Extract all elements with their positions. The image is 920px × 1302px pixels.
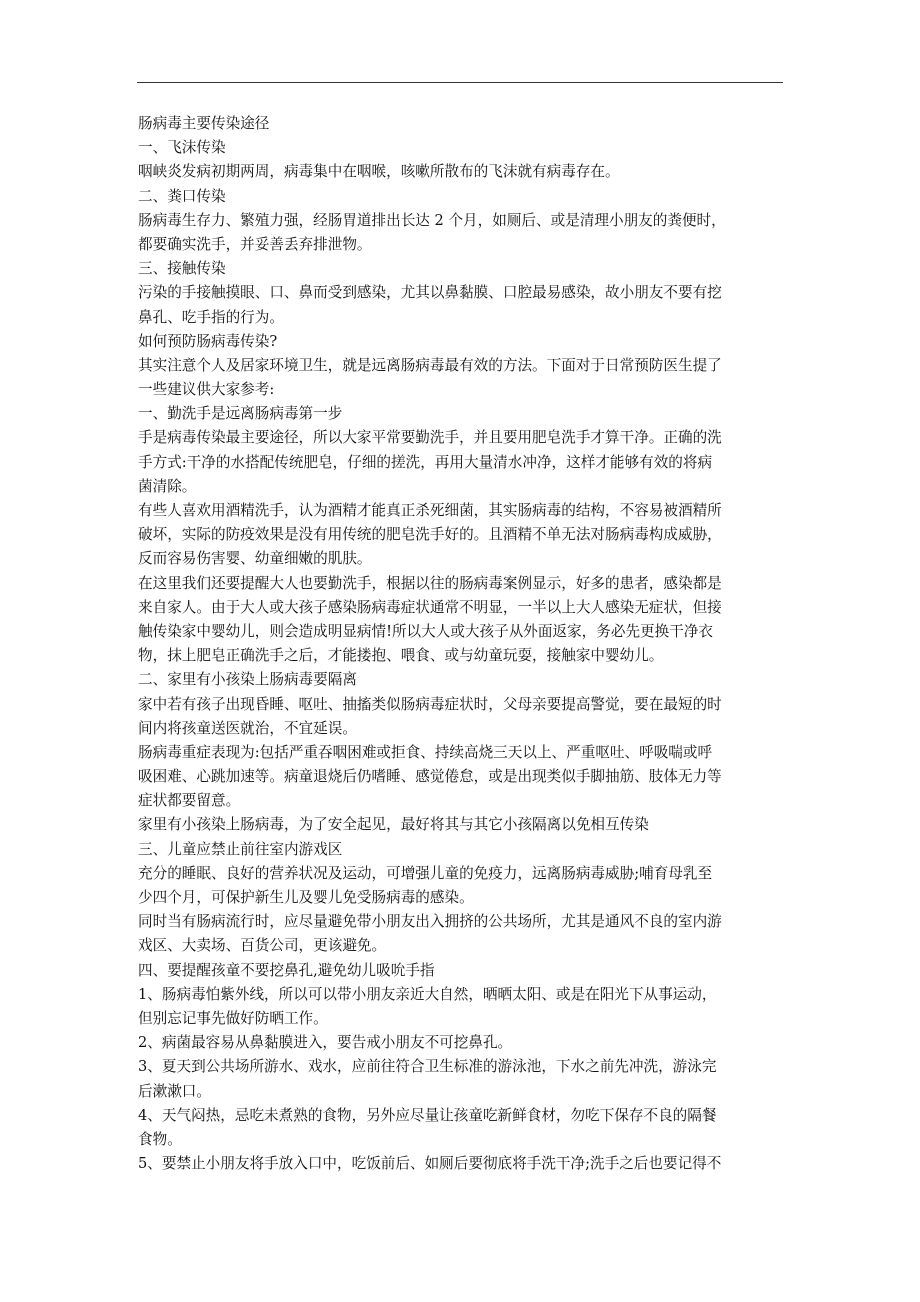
paragraph-line: 破坏，实际的防疫效果是没有用传统的肥皂洗手好的。且酒精不单无法对肠病毒构成威胁，: [138, 526, 722, 544]
paragraph-line: 症状都要留意。: [138, 792, 241, 810]
paragraph-line: 鼻孔、吃手指的行为。: [138, 308, 284, 326]
doc-title: 肠病毒主要传染途径: [138, 115, 270, 132]
section-heading: 二、家里有小孩染上肠病毒要隔离: [138, 671, 357, 689]
list-item-line: 但别忘记事先做好防晒工作。: [138, 1009, 328, 1027]
list-item-line: 4、天气闷热，忌吃未煮熟的食物，另外应尽量让孩童吃新鲜食材，勿吃下保存不良的隔餐: [138, 1106, 717, 1124]
paragraph-line: 间内将孩童送医就治，不宜延误。: [138, 719, 357, 737]
paragraph-line: 手是病毒传染最主要途径，所以大家平常要勤洗手，并且要用肥皂洗手才算干净。正确的洗: [138, 429, 722, 447]
paragraph-line: 来自家人。由于大人或大孩子感染肠病毒症状通常不明显，一半以上大人感染无症状，但接: [138, 598, 722, 616]
section-heading: 一、飞沫传染: [138, 139, 226, 157]
paragraph-line: 都要确实洗手，并妥善丢弃排泄物。: [138, 235, 372, 253]
list-item-line: 后漱漱口。: [138, 1082, 211, 1100]
paragraph-line: 肠病毒重症表现为:包括严重吞咽困难或拒食、持续高烧三天以上、严重呕吐、呼吸喘或呼: [138, 743, 713, 761]
paragraph-line: 家中若有孩子出现昏睡、呕吐、抽搐类似肠病毒症状时，父母亲要提高警觉，要在最短的时: [138, 695, 722, 713]
paragraph-line: 反而容易伤害婴、幼童细嫩的肌肤。: [138, 550, 372, 568]
section-heading: 四、要提醒孩童不要挖鼻孔,避免幼儿吸吮手指: [138, 961, 435, 979]
paragraph-line: 充分的睡眠、良好的营养状况及运动，可增强儿童的免疫力，远离肠病毒威胁;哺育母乳至: [138, 864, 713, 882]
paragraph-line: 物，抹上肥皂正确洗手之后，才能搂抱、喂食、或与幼童玩耍，接触家中婴幼儿。: [138, 647, 664, 665]
list-item-line: 1、肠病毒怕紫外线，所以可以带小朋友亲近大自然，晒晒太阳、或是在阳光下从事运动，: [138, 985, 717, 1003]
list-item-line: 食物。: [138, 1130, 182, 1148]
paragraph-line: 触传染家中婴幼儿，则会造成明显病情!所以大人或大孩子从外面返家，务必先更换干净衣: [138, 622, 714, 640]
header-rule: [137, 82, 783, 83]
paragraph-line: 戏区、大卖场、百货公司，更该避免。: [138, 937, 387, 955]
list-item-line: 3、夏天到公共场所游水、戏水，应前往符合卫生标准的游泳池，下水之前先冲洗，游泳完: [138, 1058, 717, 1076]
paragraph-line: 其实注意个人及居家环境卫生，就是远离肠病毒最有效的方法。下面对于日常预防医生提了: [138, 356, 722, 374]
paragraph-line: 污染的手接触摸眼、口、鼻而受到感染，尤其以鼻黏膜、口腔最易感染，故小朋友不要有挖: [138, 284, 722, 302]
paragraph-line: 有些人喜欢用酒精洗手，认为酒精才能真正杀死细菌，其实肠病毒的结构，不容易被酒精所: [138, 502, 722, 519]
section-heading: 一、勤洗手是远离肠病毒第一步: [138, 405, 343, 423]
list-item-line: 2、病菌最容易从鼻黏膜进入，要告戒小朋友不可挖鼻孔。: [138, 1034, 513, 1052]
section-heading: 三、接触传染: [138, 260, 226, 278]
paragraph-line: 家里有小孩染上肠病毒，为了安全起见，最好将其与其它小孩隔离以免相互传染: [138, 816, 649, 834]
paragraph-line: 一些建议供大家参考:: [138, 381, 275, 399]
section-heading: 三、儿童应禁止前往室内游戏区: [138, 840, 343, 858]
document-body: [138, 112, 786, 1176]
paragraph-line: 菌清除。: [138, 477, 197, 495]
paragraph-line: 咽峡炎发病初期两周，病毒集中在咽喉，咳嗽所散布的飞沫就有病毒存在。: [138, 163, 620, 181]
paragraph-line: 手方式:干净的水搭配传统肥皂，仔细的搓洗，再用大量清水冲净，这样才能够有效的将病: [138, 453, 713, 471]
paragraph-line: 少四个月，可保护新生儿及婴儿免受肠病毒的感染。: [138, 889, 474, 906]
paragraph-line: 吸困难、心跳加速等。病童退烧后仍嗜睡、感觉倦怠，或是出现类似手脚抽筋、肢体无力等: [138, 768, 722, 786]
paragraph-line: 在这里我们还要提醒大人也要勤洗手，根据以往的肠病毒案例显示，好多的患者，感染都是: [138, 574, 722, 592]
paragraph-line: 同时当有肠病流行时，应尽量避免带小朋友出入拥挤的公共场所，尤其是通风不良的室内游: [138, 913, 722, 931]
paragraph-line: 肠病毒生存力、繁殖力强，经肠胃道排出长达 2 个月，如厕后、或是清理小朋友的粪便时，: [138, 211, 726, 229]
section-heading: 二、粪口传染: [138, 187, 226, 205]
list-item-line: 5、要禁止小朋友将手放入口中，吃饭前后、如厕后要彻底将手洗干净;洗手之后也要记得不: [138, 1155, 722, 1173]
section-heading: 如何预防肠病毒传染?: [138, 332, 278, 350]
